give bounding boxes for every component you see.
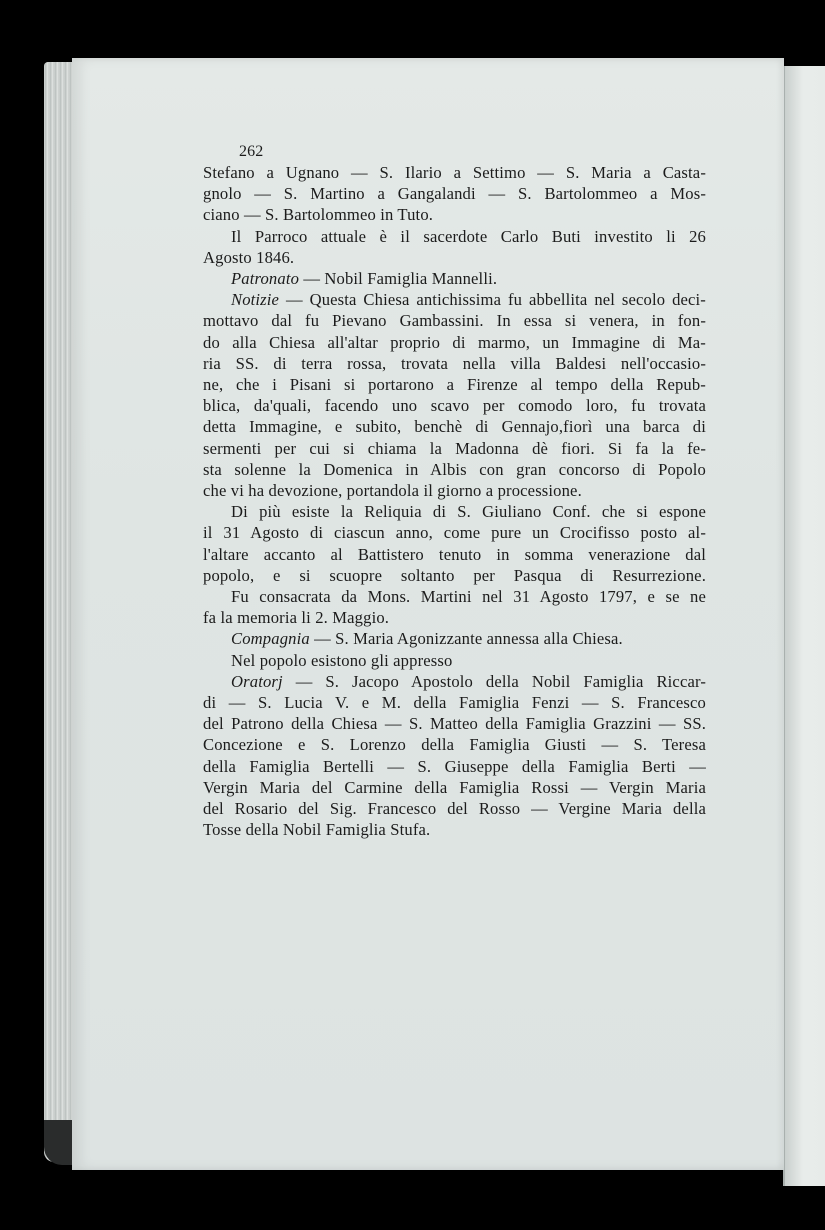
text-line [203, 565, 706, 586]
page-text [203, 142, 706, 841]
line-text: Fu consacrata da Mons. Martini nel 31 Agosto 1797, e se ne [231, 587, 706, 607]
text-line [203, 650, 706, 671]
line-text: Agosto 1846. [203, 247, 295, 267]
line-text: — Questa Chiesa antichissima fu abbellita nel secolo deci- [279, 290, 706, 310]
line-text: Tosse della Nobil Famiglia Stufa. [203, 820, 431, 840]
text-line [203, 544, 706, 565]
line-text: do alla Chiesa all'altar proprio di marmo, un Immagine di Ma- [203, 332, 706, 352]
text-line [203, 268, 706, 289]
text-line [203, 522, 706, 543]
line-text: l'altare accanto al Battistero tenuto in somma venerazione dal [203, 544, 706, 564]
text-line [203, 289, 706, 310]
line-text: Il Parroco attuale è il sacerdote Carlo Buti investito li 26 [231, 226, 706, 246]
text-line [203, 374, 706, 395]
line-text: della Famiglia Bertelli — S. Giuseppe della Famiglia Berti — [203, 756, 706, 776]
line-text: sta solenne la Domenica in Albis con gran concorso di Popolo [203, 459, 706, 479]
text-line [203, 416, 706, 437]
line-text: Di più esiste la Reliquia di S. Giuliano Conf. che si espone [231, 502, 706, 522]
line-text: blica, da'quali, facendo uno scavo per comodo loro, fu trovata [203, 396, 706, 416]
text-line [203, 607, 706, 628]
text-line [203, 438, 706, 459]
text-line [203, 310, 706, 331]
section-lead: Patronato [231, 269, 300, 289]
line-text: — S. Jacopo Apostolo della Nobil Famiglia Riccar- [282, 671, 706, 691]
line-text: ria SS. di terra rossa, trovata nella villa Baldesi nell'occasio- [203, 353, 706, 373]
text-line [203, 628, 706, 649]
text-line [203, 777, 706, 798]
line-text: ne, che i Pisani si portarono a Firenze al tempo della Repub- [203, 375, 706, 395]
text-line [203, 501, 706, 522]
line-text: Stefano a Ugnano — S. Ilario a Settimo — S. Maria a Casta- [203, 163, 706, 182]
text-line [203, 247, 706, 268]
line-text: che vi ha devozione, portandola il giorno a processione. [203, 481, 582, 501]
text-line [203, 395, 706, 416]
line-text: popolo, e si scuopre soltanto per Pasqua di Resurrezione. [203, 565, 706, 585]
text-line [203, 819, 706, 840]
text-line [203, 586, 706, 607]
text-line [203, 671, 706, 692]
line-text: del Rosario del Sig. Francesco del Rosso — Vergine Maria della [203, 799, 706, 819]
section-lead: Notizie [231, 290, 280, 310]
line-text: Concezione e S. Lorenzo della Famiglia Giusti — S. Teresa [203, 735, 706, 755]
line-text: di — S. Lucia V. e M. della Famiglia Fenzi — S. Francesco [203, 693, 706, 713]
text-line [203, 353, 706, 374]
text-line [203, 183, 706, 204]
section-lead: Compagnia [231, 629, 310, 649]
line-text: ciano — S. Bartolommeo in Tuto. [203, 205, 434, 225]
text-line [203, 226, 706, 247]
line-text: detta Immagine, e subito, benchè di Gennajo,fiorì una barca di [203, 417, 706, 437]
text-line [203, 332, 706, 353]
text-line [203, 692, 706, 713]
page-number: 262 [239, 143, 264, 160]
text-lines [203, 162, 706, 841]
text-line [203, 204, 706, 225]
line-text: — Nobil Famiglia Mannelli. [299, 269, 498, 289]
line-text: fa la memoria li 2. Maggio. [203, 608, 390, 628]
text-line [203, 798, 706, 819]
text-line [203, 459, 706, 480]
line-text: mottavo dal fu Pievano Gambassini. In essa si venera, in fon- [203, 311, 706, 331]
line-text: sermenti per cui si chiama la Madonna dè fiori. Si fa la fe- [203, 438, 706, 458]
line-text: gnolo — S. Martino a Gangalandi — S. Bartolommeo a Mos- [203, 184, 706, 204]
text-line [203, 162, 706, 183]
line-text: il 31 Agosto di ciascun anno, come pure un Crocifisso posto al- [203, 523, 706, 543]
line-text: Vergin Maria del Carmine della Famiglia Rossi — Vergin Maria [203, 777, 706, 797]
section-lead: Oratorj [231, 671, 283, 691]
text-line [203, 480, 706, 501]
text-line [203, 713, 706, 734]
text-line [203, 756, 706, 777]
line-text: — S. Maria Agonizzante annessa alla Chiesa. [309, 629, 623, 649]
text-line [203, 734, 706, 755]
line-text: Nel popolo esistono gli appresso [231, 650, 453, 670]
line-text: del Patrono della Chiesa — S. Matteo della Famiglia Grazzini — SS. [203, 714, 706, 734]
facing-page-edge [783, 66, 825, 1186]
